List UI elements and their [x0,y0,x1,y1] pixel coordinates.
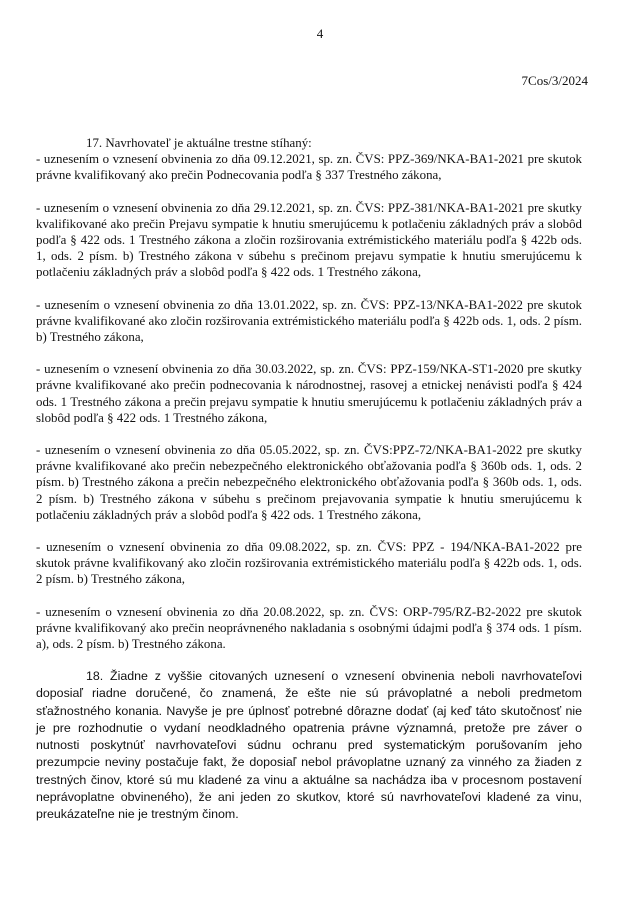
list-item: - uznesením o vznesení obvinenia zo dňa 20.08.2022, sp. zn. ČVS: ORP-795/RZ-B2-2022 pre skutok právne kvalifikovaný ako prečin neoprávneného nakladania s osobnými údajmi podľa § 374 ods. 1 písm. a), ods. 2 písm. b) Trestného zákona. [36,604,582,652]
list-item: - uznesením o vznesení obvinenia zo dňa 29.12.2021, sp. zn. ČVS: PPZ-381/NKA-BA1-2021 pre skutky kvalifikované ako prečin Prejavu sympatie k hnutiu smerujúcemu k potlačeniu základných práv a slobôd podľa § 422 ods. 1 Trestného zákona a zločin rozširovania extrémistického materiálu podľa § 422b ods. 1, ods. 2 písm. b) Trestného zákona v súbehu s prečinom prejavu sympatie k hnutiu smerujúcemu k potlačeniu základných práv a slobôd podľa § 422 ods. 1 Trestného zákona, [36,200,582,280]
paragraph-17-intro: 17. Navrhovateľ je aktuálne trestne stíhaný: [86,136,312,150]
page-number: 4 [316,26,324,41]
paragraph-18: 18. Žiadne z vyššie citovaných uznesení o vznesení obvinenia neboli navrhovateľovi doposiaľ riadne doručené, čo znamená, že ešte nie sú právoplatné a neboli predmetom sťažnostného konania. Navyše je pre úplnosť potrebné dôrazne dodať (aj keď táto skutočnosť nie je pre rozhodnutie o vydaní neodkladného opatrenia právne významná, pretože pre záver o nutnosti poskytnúť navrhovateľovi súdnu ochranu pred systematickým porušovaním jeho prezumpcie neviny postačuje fakt, že doposiaľ nebol právoplatne uznaný za vinného za žiaden z trestných činov, ktoré sú mu kladené za vinu a aktuálne sa nachádza iba v procesnom postavení neprávoplatne obvineného), že ani jeden zo skutkov, ktoré sú navrhovateľovi kladené za vinu, preukázateľne nie je trestným činom. [36,669,582,821]
list-item: - uznesením o vznesení obvinenia zo dňa 09.08.2022, sp. zn. ČVS: PPZ - 194/NKA-BA1-2022 pre skutok právne kvalifikovaný ako zločin rozširovania extrémistického materiálu podľa § 422b ods. 1, ods. 2 písm. b) Trestného zákona, [36,540,582,587]
list-item: - uznesením o vznesení obvinenia zo dňa 13.01.2022, sp. zn. ČVS: PPZ-13/NKA-BA1-2022 pre skutok právne kvalifikované ako zločin rozširovania extrémistického materiálu podľa § 422b ods. 1, ods. 2 písm. b) Trestného zákona, [36,297,582,345]
list-item: - uznesením o vznesení obvinenia zo dňa 30.03.2022, sp. zn. ČVS: PPZ-159/NKA-ST1-2020 pre skutky právne kvalifikované ako prečin podnecovania k národnostnej, rasovej a etnickej nenávisti podľa § 424 ods. 1 Trestného zákona a prečin prejavu sympatie k hnutiu smerujúcemu k potlačeniu základných práv a slobôd podľa § 422 ods. 1 Trestného zákona, [36,362,582,425]
list-item: - uznesením o vznesení obvinenia zo dňa 05.05.2022, sp. zn. ČVS:PPZ-72/NKA-BA1-2022 pre skutky právne kvalifikované ako prečin nebezpečného elektronického obťažovania podľa § 360b ods. 1, ods. 2 písm. b) Trestného zákona a prečin nebezpečného elektronického obťažovania podľa § 360b ods. 1, ods. 2 písm. b) Trestného zákona v súbehu s prečinom prejavovania sympatie k hnutiu smerujúcemu k potlačeniu základných práv a slobôd podľa § 422 ods. 1 Trestného zákona, [36,443,582,522]
document-body [36,135,582,823]
case-reference: 7Cos/3/2024 [521,73,588,88]
list-item: - uznesením o vznesení obvinenia zo dňa 09.12.2021, sp. zn. ČVS: PPZ-369/NKA-BA1-2021 pre skutok právne kvalifikovaný ako prečin Podnecovania podľa § 337 Trestného zákona, [36,152,582,183]
